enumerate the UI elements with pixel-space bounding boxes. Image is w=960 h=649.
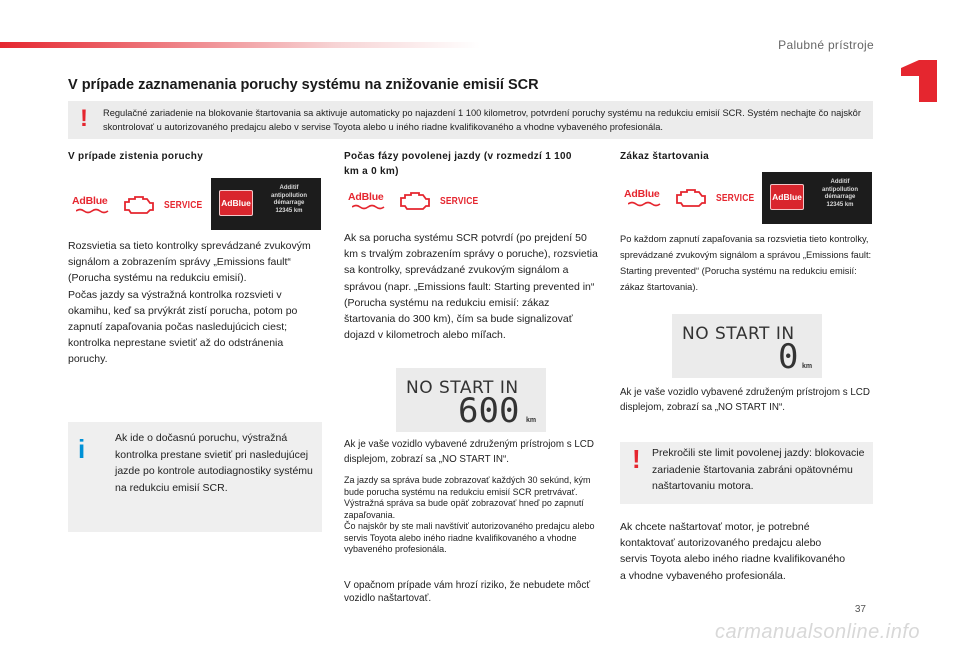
engine-warning-icon [122,194,156,216]
engine-warning-icon [398,190,432,212]
dash-display-text: Additif antipollution démarrage 12345 km [271,185,307,214]
column1-indicators [72,193,212,217]
page-number: 37 [854,604,866,615]
info-icon: i [78,434,86,464]
column2-caption: Ak je vaše vozidlo vybavené združeným prístrojom s LCD displejom, zobrazí sa „NO START IN“. [344,439,594,465]
exclamation-icon: ! [80,105,88,132]
engine-warning-icon [674,187,708,209]
column3-indicators [624,186,764,210]
dash-display-text: Additif antipollution démarrage 12345 km [822,179,858,208]
service-warning-icon: SERVICE [164,199,203,211]
lcd-value: 0 [778,337,799,377]
adblue-warning-icon: AdBlue [348,191,388,211]
column3-closing: Ak chcete naštartovať motor, je potrebné kontaktovať autorizovaného predajcu alebo servis Toyota alebo iného riadne kvalifikovaného a vhodne vybaveného profesionála. [620,521,846,582]
adblue-dash-display [762,172,872,224]
exclamation-icon: ! [632,444,641,474]
adblue-dash-display [211,178,321,230]
lcd-display-0 [672,314,822,378]
column2-closing: V opačnom prípade vám hrozí riziko, že nebudete môcť vozidlo naštartovať. [344,580,591,604]
column3-heading: Zákaz štartovania [620,151,710,162]
column1-paragraph: Rozsvietia sa tieto kontrolky sprevádzané zvukovým signálom a zobrazením správy „Emissions fault“ (Porucha systému na redukciu emisií). Počas jazdy sa výstražná kontrolka rozsvieti v okamihu, keď sa prvýkrát zistí porucha, potom po zapnutí zapaľovania počas nasledujúcich ciest; kontrolka neprestane svietiť až do odstránenia poruchy. [68,240,311,366]
warning-text: Regulačné zariadenie na blokovanie štartovania sa aktivuje automaticky po najazdení 1 100 kilometrov, potvrdení poruchy systému na redukciu emisií SCR. Systém nechajte čo najskôr skontrolovať u autorizovaného predajcu alebo v servise Toyota alebo u iného riadne kvalifikovaného a vhodne vybaveného profesionála. [103,108,861,132]
warning-box-column3-text: Prekročili ste limit povolenej jazdy: blokovacie zariadenie štartovania zabráni opätovnému naštartovaniu motora. [652,447,865,492]
lcd-label: NO START IN [406,378,519,398]
lcd-unit: km [802,363,813,370]
column2-heading: Počas fázy povolenej jazdy (v rozmedzí 1 100 km a 0 km) [344,151,572,177]
lcd-display-600 [396,368,546,432]
page-title: V prípade zaznamenania poruchy systému na znižovanie emisií SCR [68,77,539,93]
column1-heading: V prípade zistenia poruchy [68,151,204,162]
column3-paragraph: Po každom zapnutí zapaľovania sa rozsvietia tieto kontrolky, sprevádzané zvukovým signálom a správou „Emissions fault: Starting prevented“ (Porucha systému na redukciu emisií: zákaz štartovania). [620,234,872,292]
chapter-number [897,58,945,104]
adblue-badge: AdBlue [770,184,804,210]
service-warning-icon: SERVICE [716,192,755,204]
section-label: Palubné prístroje [778,38,874,52]
adblue-warning-icon: AdBlue [624,188,664,208]
warning-box-column3 [620,442,873,504]
column2-small-text: Za jazdy sa správa bude zobrazovať každých 30 sekúnd, kým bude porucha systému na redukciu emisií SCR pretrvávať. Výstražná správa sa bude opäť zobrazovať hneď po zapnutí zapaľovania. Čo najskôr by ste mali navštíviť autorizovaného predajcu alebo servis Toyota alebo iného riadne kvalifikovaného a vhodne vybaveného profesionála. [344,475,595,554]
column2-paragraph: Ak sa porucha systému SCR potvrdí (po prejdení 50 km s trvalým zobrazením správy o poruche), rozsvietia sa kontrolky, sprevádzané zvukovým signálom a správou (napr. „Emissions fault: Starting prevented in“ (Porucha systému na redukciu emisií: zákaz štartovania do 300 km), čím sa bude signalizovať dojazd v kilometroch alebo míľach. [344,232,598,342]
column3-caption: Ak je vaše vozidlo vybavené združeným prístrojom s LCD displejom, zobrazí sa „NO START IN“. [620,387,870,413]
info-box [68,422,322,532]
watermark: carmanualsonline.info [714,621,920,643]
service-warning-icon: SERVICE [440,195,479,207]
column2-indicators [348,189,488,213]
adblue-warning-icon: AdBlue [72,195,112,215]
lcd-label: NO START IN [682,324,795,344]
lcd-value: 600 [458,391,520,431]
info-box-text: Ak ide o dočasnú poruchu, výstražná kontrolka prestane svietiť pri nasledujúcej jazde po kontrole autodiagnostiky systému na redukciu emisií SCR. [115,432,313,494]
header-accent-bar [0,42,480,48]
lcd-unit: km [526,417,537,424]
warning-box [68,101,873,139]
adblue-badge: AdBlue [219,190,253,216]
